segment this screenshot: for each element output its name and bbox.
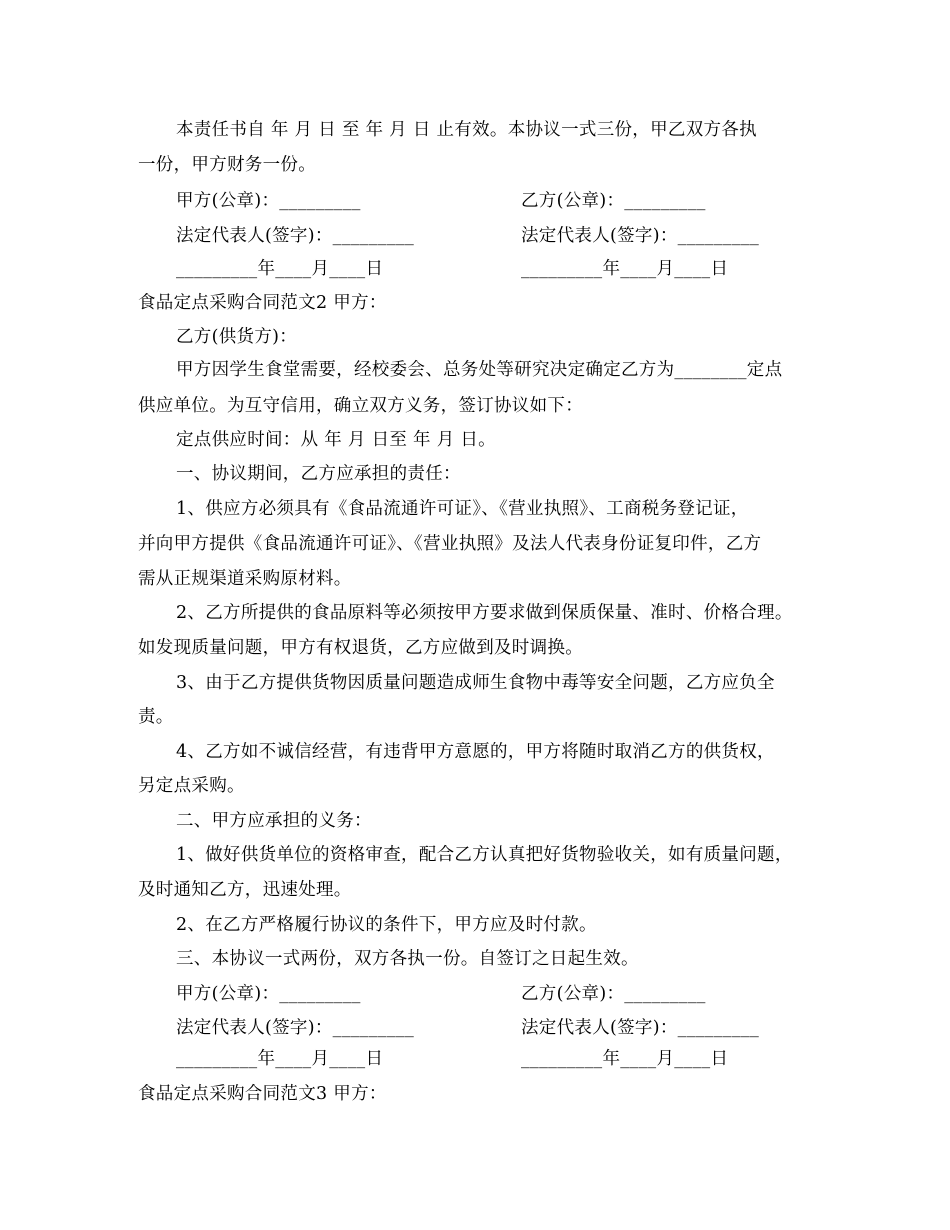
contract2-line: 二、甲方应承担的义务： [176,811,372,831]
contract2-line: 乙方(供货方)： [176,327,298,347]
contract2-line: 定点供应时间：从 年 月 日至 年 月 日。 [176,430,496,450]
paragraph-validity-cont: 一份，甲方财务一份。 [138,155,316,175]
sign1-party-a-date: _________年____月____日 [176,259,384,279]
paragraph-validity: 本责任书自 年 月 日 至 年 月 日 止有效。本协议一式三份，甲乙双方各执 [176,120,757,140]
contract2-line: 2、在乙方严格履行协议的条件下，甲方应及时付款。 [176,915,597,935]
contract2-line: 并向甲方提供《食品流通许可证》、《营业执照》及法人代表身份证复印件，乙方 [138,534,762,554]
contract2-line: 需从正规渠道采购原材料。 [138,569,352,589]
contract2-heading: 食品定点采购合同范文2 甲方： [138,293,387,313]
sign2-party-b-seal: 乙方(公章)：_________ [521,984,706,1004]
sign2-party-a-date: _________年____月____日 [176,1049,384,1069]
contract2-line: 及时通知乙方，迅速处理。 [138,880,352,900]
contract2-line: 1、做好供货单位的资格审查，配合乙方认真把好货物验收关，如有质量问题， [176,845,793,865]
sign1-party-a-seal: 甲方(公章)：_________ [176,191,361,211]
contract2-line: 责。 [138,707,174,727]
contract2-line: 1、供应方必须具有《食品流通许可证》、《营业执照》、工商税务登记证， [176,499,749,519]
sign2-party-b-rep: 法定代表人(签字)：_________ [521,1018,760,1038]
sign2-party-a-rep: 法定代表人(签字)：_________ [176,1018,415,1038]
sign2-party-b-date: _________年____月____日 [521,1049,729,1069]
contract2-line: 供应单位。为互守信用，确立双方义务，签订协议如下： [138,396,583,416]
sign1-party-b-date: _________年____月____日 [521,259,729,279]
contract2-line: 如发现质量问题，甲方有权退货，乙方应做到及时调换。 [138,638,583,658]
sign2-party-a-seal: 甲方(公章)：_________ [176,984,361,1004]
contract2-line: 另定点采购。 [138,776,245,796]
sign1-party-a-rep: 法定代表人(签字)：_________ [176,226,415,246]
contract2-line: 4、乙方如不诚信经营，有违背甲方意愿的，甲方将随时取消乙方的供货权， [176,742,775,762]
contract2-line: 一、协议期间，乙方应承担的责任： [176,464,461,484]
contract2-line: 2、乙方所提供的食品原料等必须按甲方要求做到保质保量、准时、价格合理。 [176,603,793,623]
contract2-line: 三、本协议一式两份，双方各执一份。自签订之日起生效。 [176,949,639,969]
sign1-party-b-rep: 法定代表人(签字)：_________ [521,226,760,246]
contract2-line: 甲方因学生食堂需要，经校委会、总务处等研究决定确定乙方为________定点 [176,360,783,380]
contract2-line: 3、由于乙方提供货物因质量问题造成师生食物中毒等安全问题，乙方应负全 [176,673,775,693]
sign1-party-b-seal: 乙方(公章)：_________ [521,191,706,211]
contract3-heading: 食品定点采购合同范文3 甲方： [138,1084,387,1104]
